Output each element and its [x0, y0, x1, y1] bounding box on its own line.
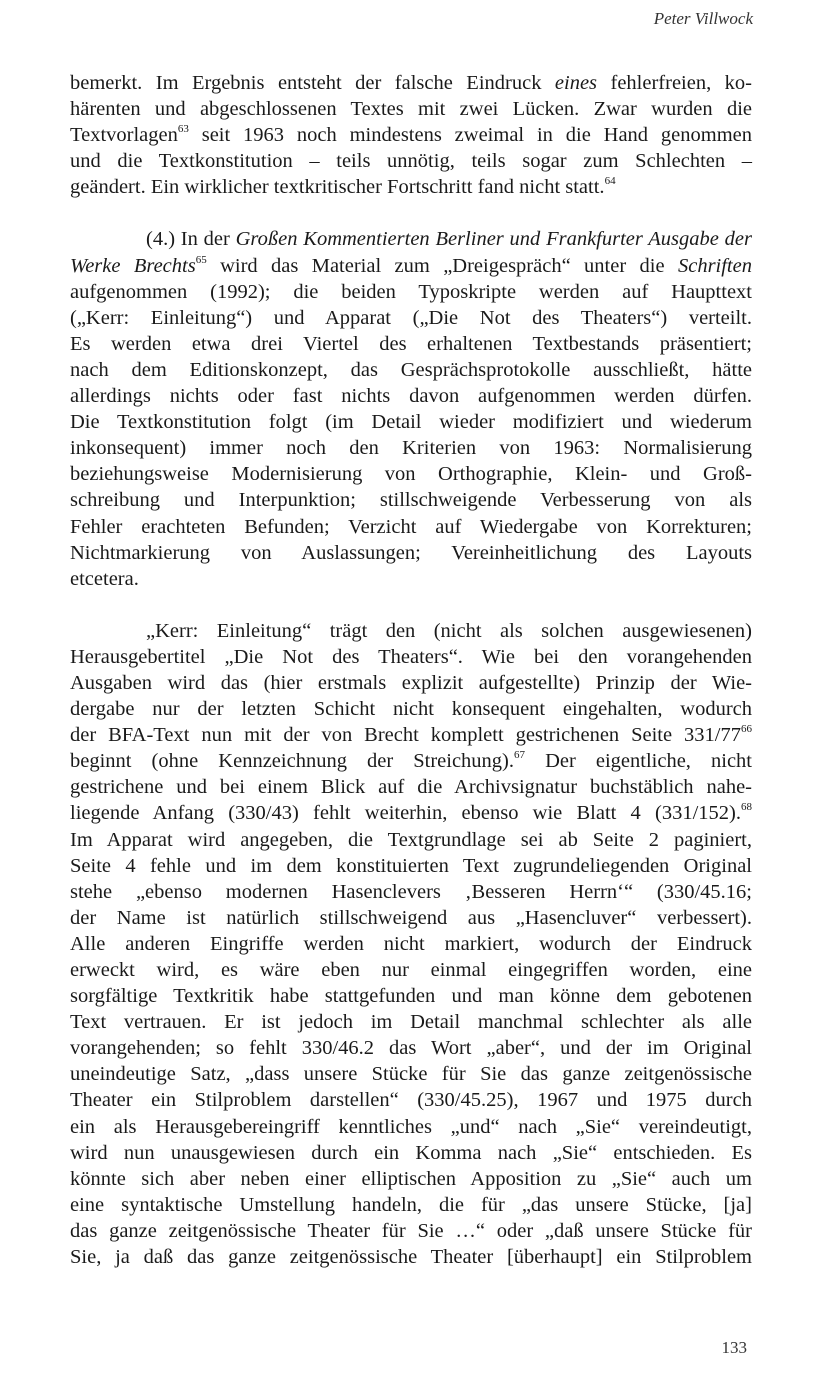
text-line: schreibung und Interpunktion; stillschweigende Verbesserung von als — [70, 489, 752, 512]
text-line: Seite 4 fehle und im dem konstituierten Text zugrundeliegenden Original — [70, 854, 752, 877]
text-line: Textvorlagen$^{63}$ seit 1963 noch mindestens zweimal in die Hand genommen — [70, 123, 752, 147]
text-line: gestrichene und bei einem Blick auf die Archivsignatur buchstäblich nahe- — [70, 776, 752, 799]
text-line: uneindeutige Satz, „dass unsere Stücke für Sie das ganze zeitgenössische — [70, 1063, 752, 1086]
text-line: Sie, ja daß das ganze zeitgenössische Theater [überhaupt] ein Stilproblem — [70, 1246, 752, 1269]
text-line: Herausgebertitel „Die Not des Theaters“. Wie bei den vorangehenden — [70, 645, 752, 668]
page-number: 133 — [721, 1338, 747, 1357]
text-line: dergabe nur der letzten Schicht nicht konsequent eingehalten, wodurch — [70, 698, 752, 721]
text-line: stehe „ebenso modernen Hasenclevers ‚Besseren Herrn‘“ (330/45.16; — [70, 880, 752, 903]
text-line: allerdings nichts oder fast nichts davon aufgenommen werden dürfen. — [70, 385, 752, 408]
text-line: Werke Brechts$^{65}$ wird das Material zum „Dreigespräch“ unter die Schriften — [70, 253, 752, 277]
text-line: geändert. Ein wirklicher textkritischer Fortschritt fand nicht statt.$^{64}$ — [70, 175, 616, 199]
text-line: ein als Herausgebereingriff kenntliches „und“ nach „Sie“ vereindeutigt, — [70, 1115, 752, 1138]
text-line: beginnt (ohne Kennzeichnung der Streichung).$^{67}$ Der eigentliche, nicht — [70, 749, 752, 773]
paragraph-1 — [70, 70, 752, 200]
text-line: („Kerr: Einleitung“) und Apparat („Die Not des Theaters“) verteilt. — [70, 306, 752, 329]
text-line: der BFA-Text nun mit der von Brecht komplett gestrichenen Seite $331/77^{66}$ — [70, 723, 752, 747]
text-line: nach dem Editionskonzept, das Gesprächsprotokolle ausschließt, hätte — [70, 358, 752, 381]
text-line: erweckt wird, es wäre eben nur einmal eingegriffen worden, eine — [70, 959, 752, 981]
text-line: beziehungsweise Modernisierung von Orthographie, Klein- und Groß- — [70, 463, 752, 486]
text-line: Es werden etwa drei Viertel des erhaltenen Textbestands präsentiert; — [70, 332, 752, 355]
text-line: Alle anderen Eingriffe werden nicht markiert, wodurch der Eindruck — [70, 932, 752, 955]
text-line: und die Textkonstitution – teils unnötig, teils sogar zum Schlechten – — [70, 150, 752, 173]
text-line: Theater ein Stilproblem darstellen“ (330/45.25), 1967 und 1975 durch — [70, 1089, 752, 1112]
text-line: Im Apparat wird angegeben, die Textgrundlage sei ab Seite 2 paginiert, — [70, 828, 752, 851]
text-line: Nichtmarkierung von Auslassungen; Vereinheitlichung des Layouts — [70, 541, 752, 564]
text-line: das ganze zeitgenössische Theater für Sie …“ oder „daß unsere Stücke für — [70, 1219, 752, 1242]
text-line: der Name ist natürlich stillschweigend aus „Hasencluver“ verbessert). — [70, 906, 752, 929]
body-text — [70, 70, 752, 1270]
text-line: etcetera. — [70, 567, 139, 590]
text-line: sorgfältige Textkritik habe stattgefunden und man könne dem gebotenen — [70, 985, 752, 1008]
text-line: inkonsequent) immer noch den Kriterien von 1963: Normalisierung — [70, 437, 752, 460]
text-line: aufgenommen (1992); die beiden Typoskripte werden auf Haupttext — [70, 280, 752, 303]
text-line: bemerkt. Im Ergebnis entsteht der falsche Eindruck eines fehlerfreien, ko- — [70, 72, 752, 94]
text-line: könnte sich aber neben einer elliptischen Apposition zu „Sie“ auch um — [70, 1167, 752, 1190]
text-line: (4.) In der Großen Kommentierten Berliner und Frankfurter Ausgabe der — [146, 228, 752, 251]
text-line: Text vertrauen. Er ist jedoch im Detail manchmal schlechter als alle — [70, 1011, 752, 1034]
text-line: Fehler erachteten Befunden; Verzicht auf Wiedergabe von Korrekturen; — [70, 515, 752, 538]
text-line: „Kerr: Einleitung“ trägt den (nicht als solchen ausgewiesenen) — [146, 619, 752, 642]
text-line: Die Textkonstitution folgt (im Detail wieder modifiziert und wiederum — [70, 411, 752, 434]
text-line: eine syntaktische Umstellung handeln, die für „das unsere Stücke, [ja] — [70, 1193, 752, 1216]
paragraph-2 — [70, 226, 752, 591]
text-line: wird nun unausgewiesen durch ein Komma nach „Sie“ entschieden. Es — [70, 1141, 752, 1164]
text-line: vorangehenden; so fehlt 330/46.2 das Wort „aber“, und der im Original — [70, 1037, 752, 1060]
text-line: Ausgaben wird das (hier erstmals explizit aufgestellte) Prinzip der Wie- — [70, 671, 752, 694]
running-header-author: Peter Villwock — [653, 9, 753, 28]
text-line: härenten und abgeschlossenen Textes mit zwei Lücken. Zwar wurden die — [70, 98, 752, 121]
paragraph-3 — [70, 618, 752, 1270]
text-line: liegende Anfang (330/43) fehlt weiterhin, ebenso wie Blatt 4 (331/152).$^{68}$ — [70, 801, 752, 825]
